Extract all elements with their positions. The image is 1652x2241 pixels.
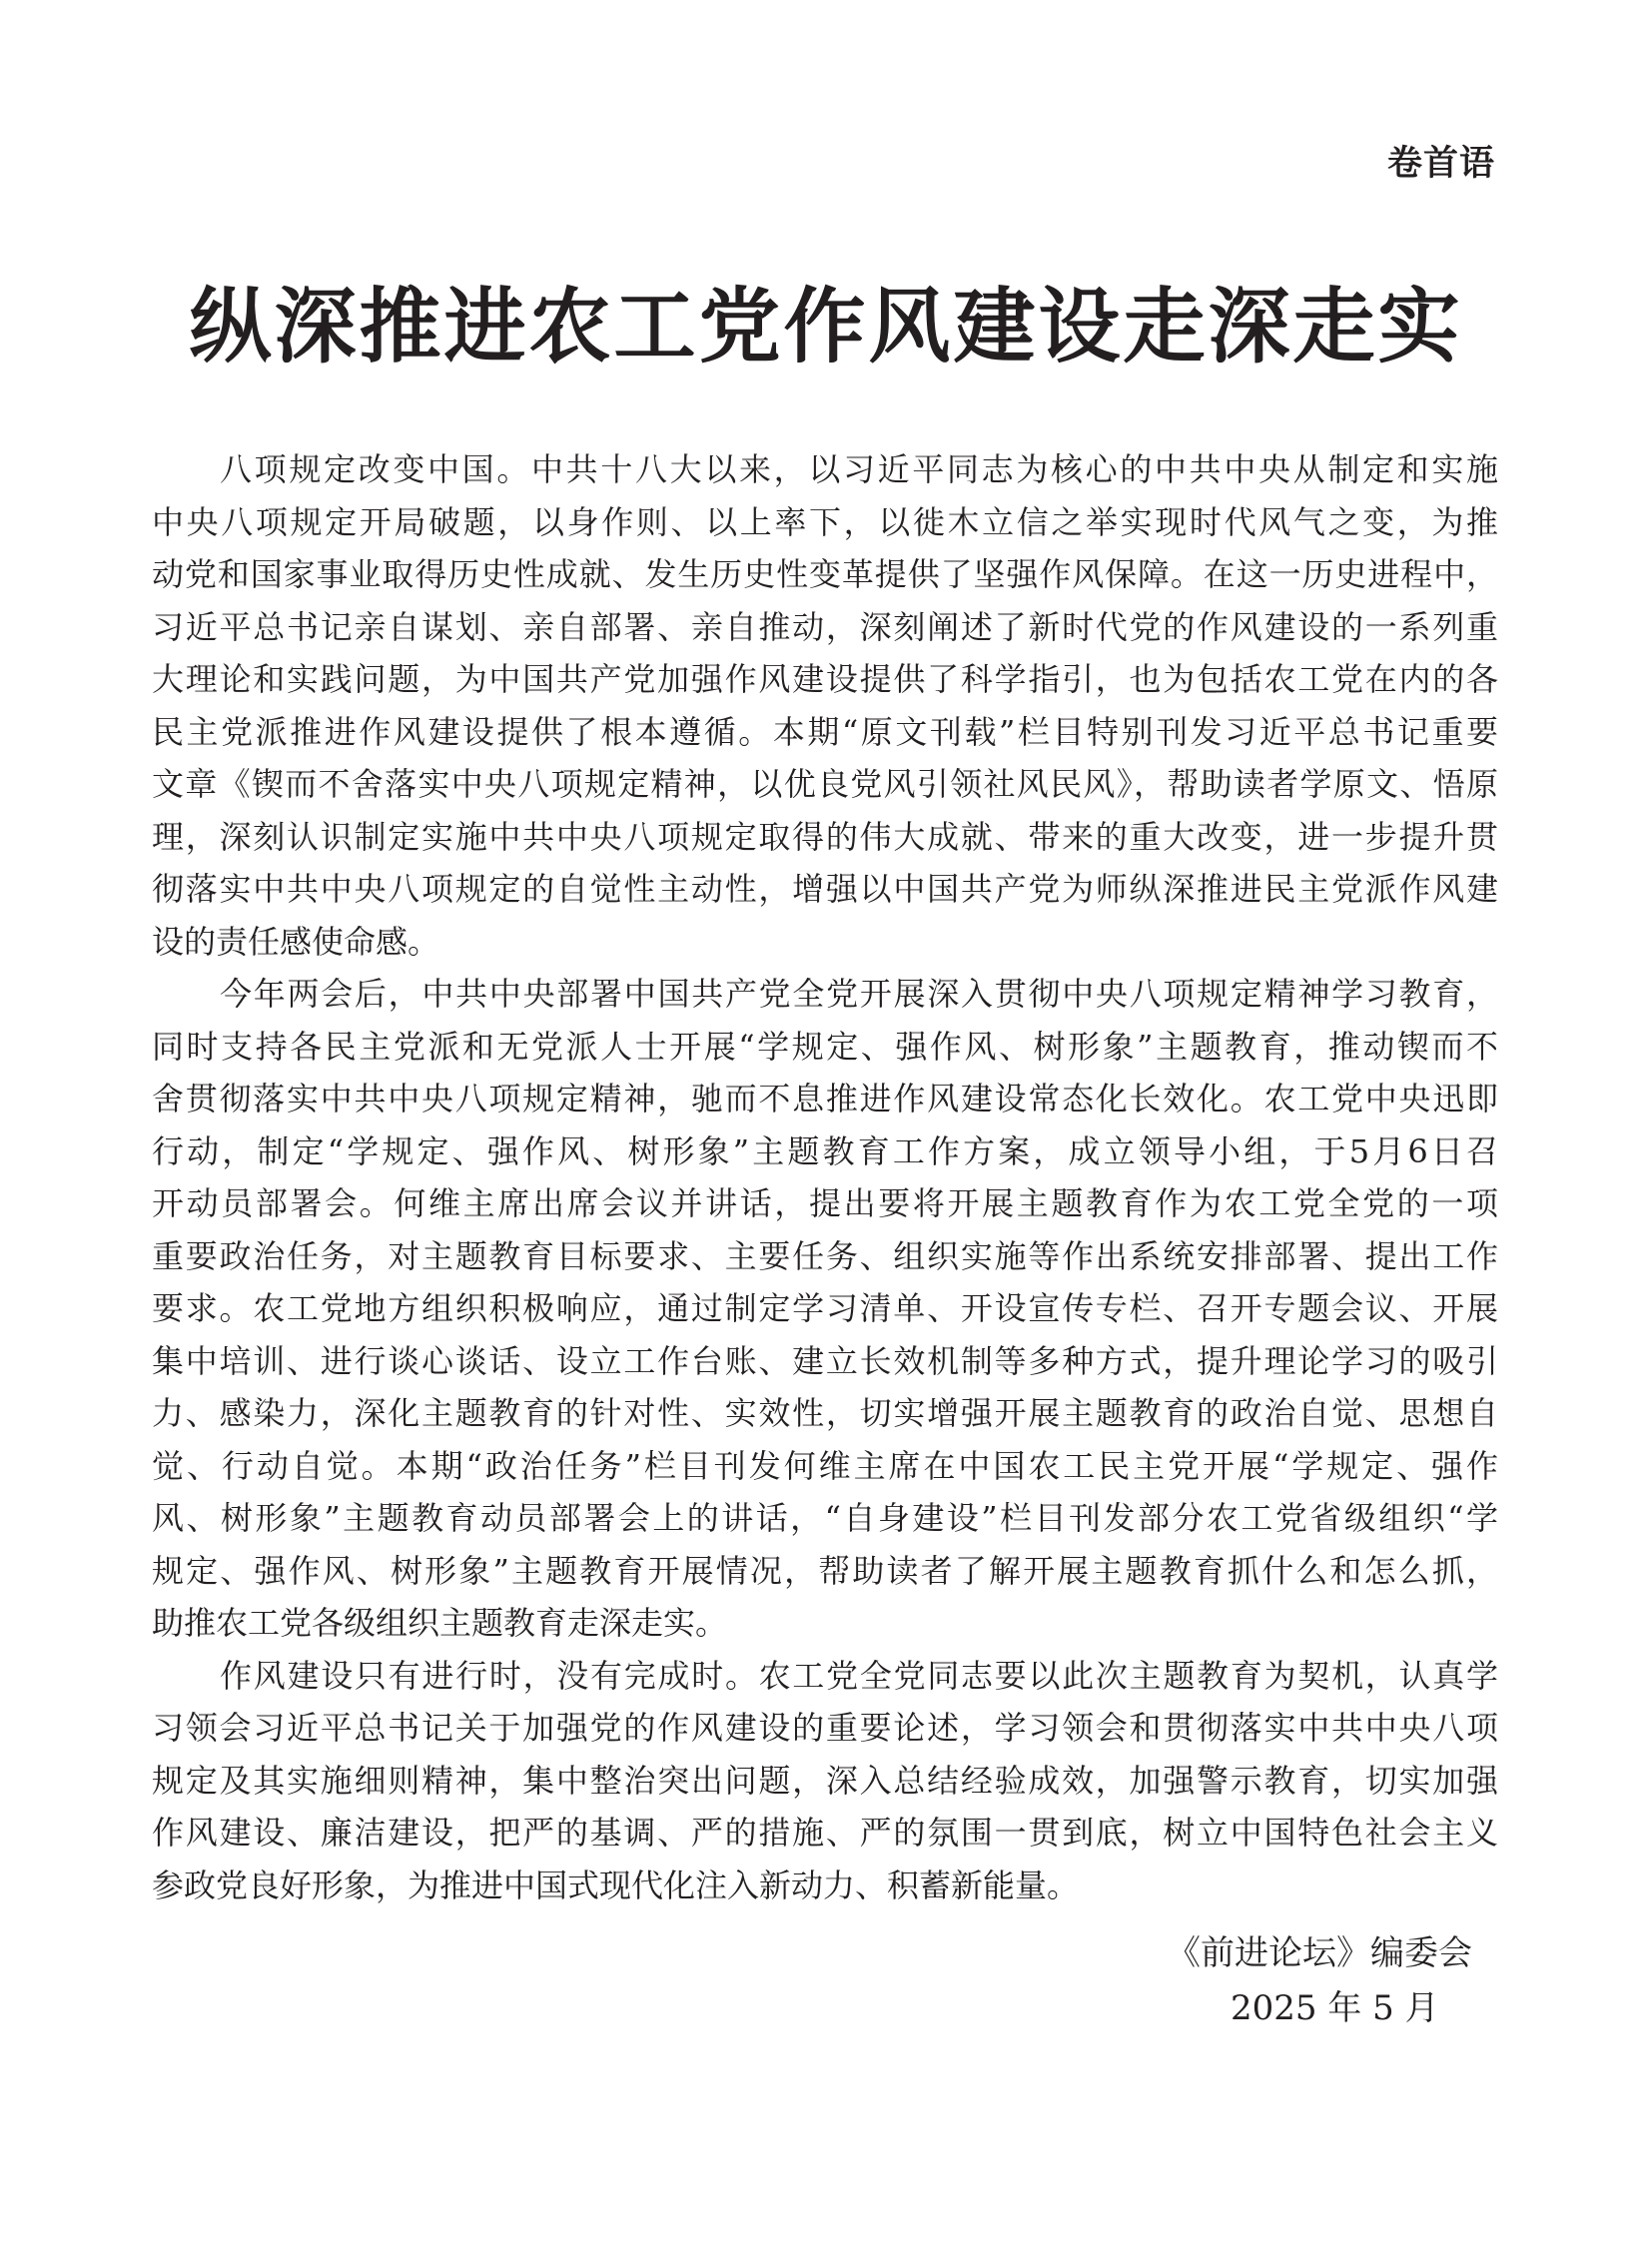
paragraph [152, 443, 1498, 968]
text-line: 民主党派推进作风建设提供了根本遵循。本期“原文刊载”栏目特别刊发习近平总书记重要 [152, 712, 1498, 751]
text-line: 设的责任感使命感。 [152, 922, 440, 961]
text-line: 习领会习近平总书记关于加强党的作风建设的重要论述，学习领会和贯彻落实中共中央八项 [152, 1709, 1498, 1747]
text-line: 彻落实中共中央八项规定的自觉性主动性，增强以中国共产党为师纵深推进民主党派作风建 [152, 870, 1498, 908]
article-body [152, 443, 1498, 1911]
text-line: 大理论和实践问题，为中国共产党加强作风建设提供了科学指引，也为包括农工党在内的各 [152, 660, 1498, 698]
paragraph [152, 968, 1498, 1650]
text-line: 动党和国家事业取得历史性成就、发生历史性变革提供了坚强作风保障。在这一历史进程中， [152, 555, 1498, 593]
text-line: 理，深刻认识制定实施中共中央八项规定取得的伟大成就、带来的重大改变，进一步提升贯 [152, 817, 1498, 856]
text-line: 风、树形象”主题教育动员部署会上的讲话，“自身建设”栏目刊发部分农工党省级组织“学 [152, 1499, 1498, 1537]
text-line: 作风建设只有进行时，没有完成时。农工党全党同志要以此次主题教育为契机，认真学 [220, 1656, 1498, 1695]
text-line: 行动，制定“学规定、强作风、树形象”主题教育工作方案，成立领导小组，于5月6日召 [152, 1131, 1498, 1170]
text-line: 参政党良好形象，为推进中国式现代化注入新动力、积蓄新能量。 [152, 1866, 1080, 1904]
text-line: 开动员部署会。何维主席出席会议并讲话，提出要将开展主题教育作为农工党全党的一项 [152, 1184, 1498, 1222]
text-line: 要求。农工党地方组织积极响应，通过制定学习清单、开设宣传专栏、召开专题会议、开展 [152, 1289, 1498, 1327]
text-line: 集中培训、进行谈心谈话、设立工作台账、建立长效机制等多种方式，提升理论学习的吸引 [152, 1341, 1498, 1380]
text-line: 助推农工党各级组织主题教育走深走实。 [152, 1604, 728, 1642]
date: 2025 年 5 月 [1231, 1988, 1439, 2028]
text-line: 作风建设、廉洁建设，把严的基调、严的措施、严的氛围一贯到底，树立中国特色社会主义 [152, 1814, 1498, 1852]
text-line: 今年两会后，中共中央部署中国共产党全党开展深入贯彻中央八项规定精神学习教育， [220, 975, 1498, 1013]
article-title: 纵深推进农工党作风建设走深走实 [189, 280, 1463, 374]
text-line: 重要政治任务，对主题教育目标要求、主要任务、组织实施等作出系统安排部署、提出工作 [152, 1236, 1498, 1275]
text-line: 文章《锲而不舍落实中央八项规定精神，以优良党风引领社风民风》，帮助读者学原文、悟原 [152, 765, 1498, 803]
text-line: 舍贯彻落实中共中央八项规定精神，驰而不息推进作风建设常态化长效化。农工党中央迅即 [152, 1080, 1498, 1118]
text-line: 规定、强作风、树形象”主题教育开展情况，帮助读者了解开展主题教育抓什么和怎么抓， [152, 1551, 1498, 1590]
text-line: 习近平总书记亲自谋划、亲自部署、亲自推动，深刻阐述了新时代党的作风建设的一系列重 [152, 607, 1498, 646]
text-line: 觉、行动自觉。本期“政治任务”栏目刊发何维主席在中国农工民主党开展“学规定、强作 [152, 1446, 1498, 1485]
paragraph [152, 1650, 1498, 1912]
signature: 《前进论坛》编委会 [1167, 1933, 1472, 1973]
text-line: 规定及其实施细则精神，集中整治突出问题，深入总结经验成效，加强警示教育，切实加强 [152, 1761, 1498, 1800]
text-line: 中央八项规定开局破题，以身作则、以上率下，以徙木立信之举实现时代风气之变，为推 [152, 502, 1498, 541]
text-line: 同时支持各民主党派和无党派人士开展“学规定、强作风、树形象”主题教育，推动锲而不 [152, 1027, 1498, 1066]
text-line: 八项规定改变中国。中共十八大以来，以习近平同志为核心的中共中央从制定和实施 [220, 450, 1498, 488]
column-label: 卷首语 [1386, 144, 1495, 184]
text-line: 力、感染力，深化主题教育的针对性、实效性，切实增强开展主题教育的政治自觉、思想自 [152, 1394, 1498, 1432]
